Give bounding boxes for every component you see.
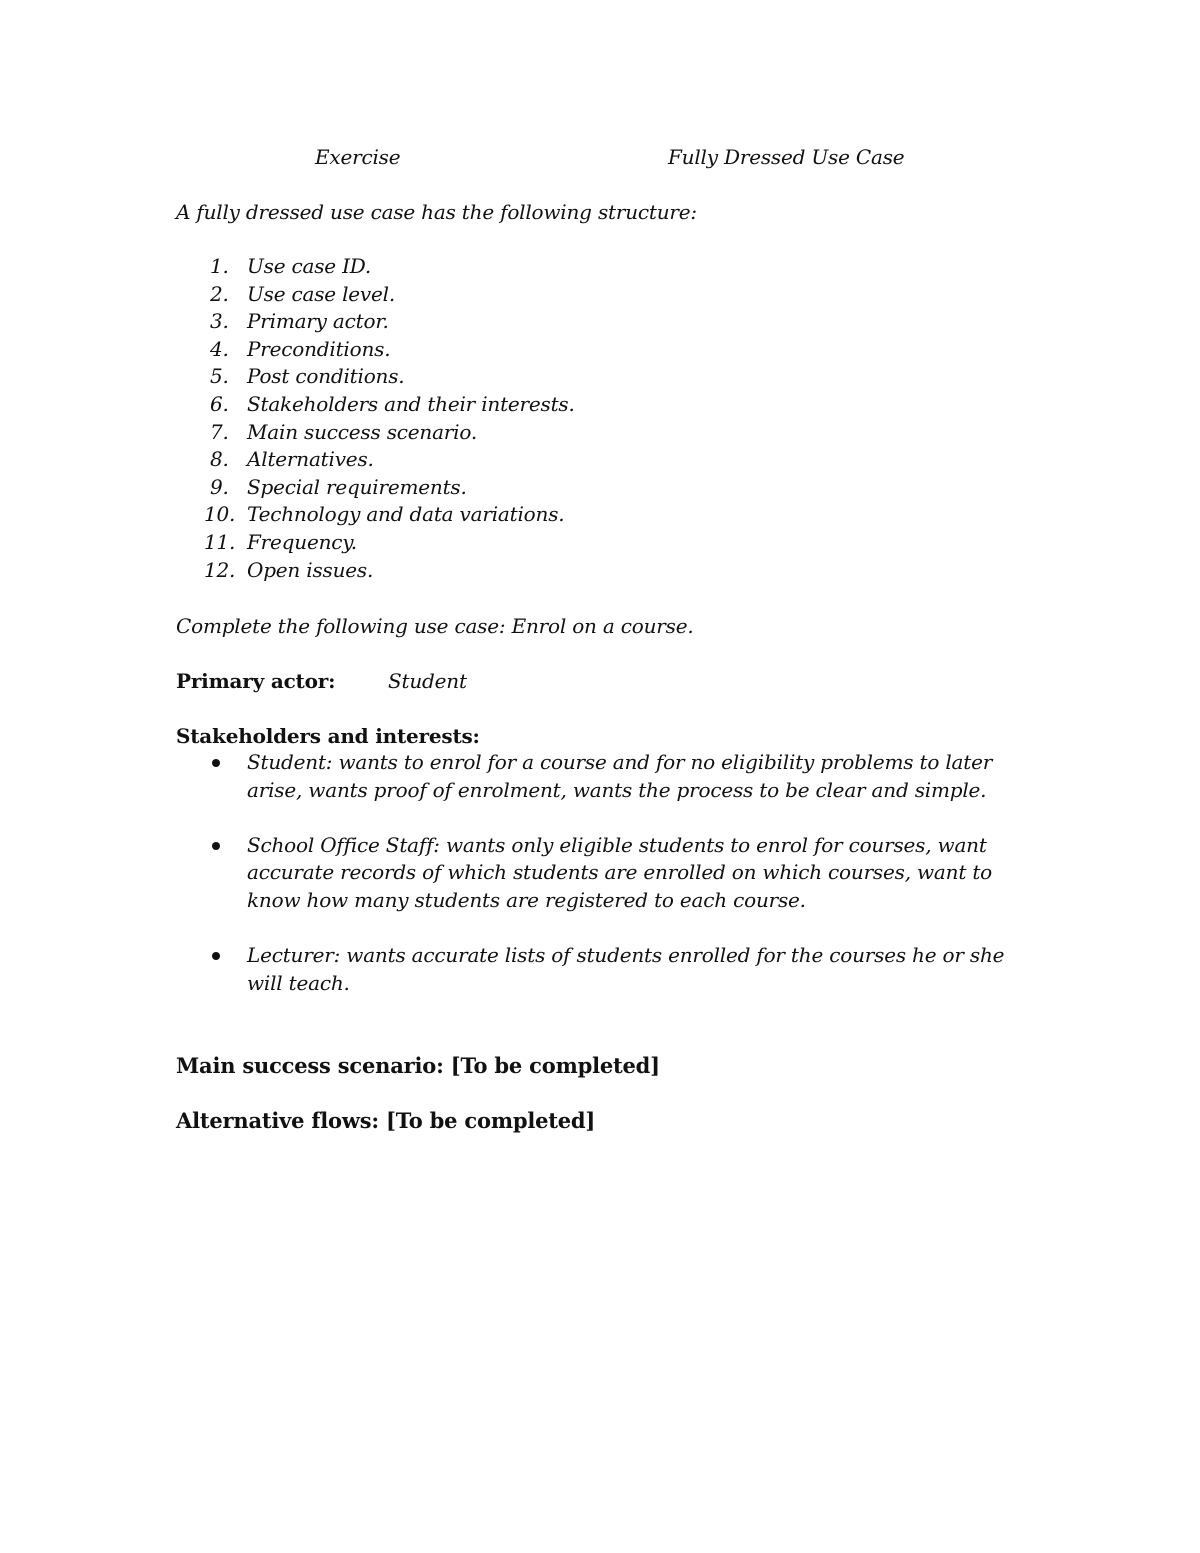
stakeholders-title: Stakeholders and interests: [176,724,480,748]
intro-text: A fully dressed use case has the following structure: [176,200,697,224]
main-success-scenario: Main success scenario: [To be completed] [176,1053,660,1078]
bullet-icon [212,842,220,850]
stakeholders-list [176,749,1036,1025]
list-item [176,749,1036,804]
primary-actor-value: Student [388,669,467,693]
header-exercise: Exercise [315,145,401,169]
complete-instruction: Complete the following use case: Enrol on a course. [176,614,694,638]
stakeholder-text: Student: wants to enrol for a course and for no eligibility problems to later arise, wants proof of enrolment, wants the process to be clear and simple. [247,750,993,802]
primary-actor-label: Primary actor: [176,669,336,693]
alternative-flows: Alternative flows: [To be completed] [176,1108,596,1133]
list-item [176,942,1036,997]
stakeholder-text: School Office Staff: wants only eligible students to enrol for courses, want accurate records of which students are enrolled on which courses, want to know how many students are registered to each course. [247,832,992,912]
bullet-icon [212,952,220,960]
list-item [176,832,1036,915]
document-page: Exercise Fully Dressed Use Case A fully dressed use case has the following structure: 1. Use case ID. 2. Use case level. 3. Primary actor. 4. Preconditions. 5. Post conditions. 6. Stakeholders and their interests. 7. Main success scenario. 8. Alternatives. 9. Special requirements. 10. Technology and data variations. 11. Frequency. 12. Open issues. Complete the following use case: Enrol on a course. Primary actor: Student Stakeholders and interests: Student: wants to enrol for a course and for no eligibility problems to later arise, wants proof of enrolment, wants the process to be clear and simple. School Office Staff: wants only eligible students to enrol for courses, want accurate records of which students are enrolled on which courses, want to know how many students are registered to each course. Lecturer: wants accurate lists of students enrolled for the courses he or she will teach. Main success scenario: [To be completed] Alternative flows: [To be completed] [0,0,1200,1553]
header-title: Fully Dressed Use Case [668,145,905,169]
bullet-icon [212,759,220,767]
stakeholder-text: Lecturer: wants accurate lists of students enrolled for the courses he or she will teach. [247,943,1005,995]
